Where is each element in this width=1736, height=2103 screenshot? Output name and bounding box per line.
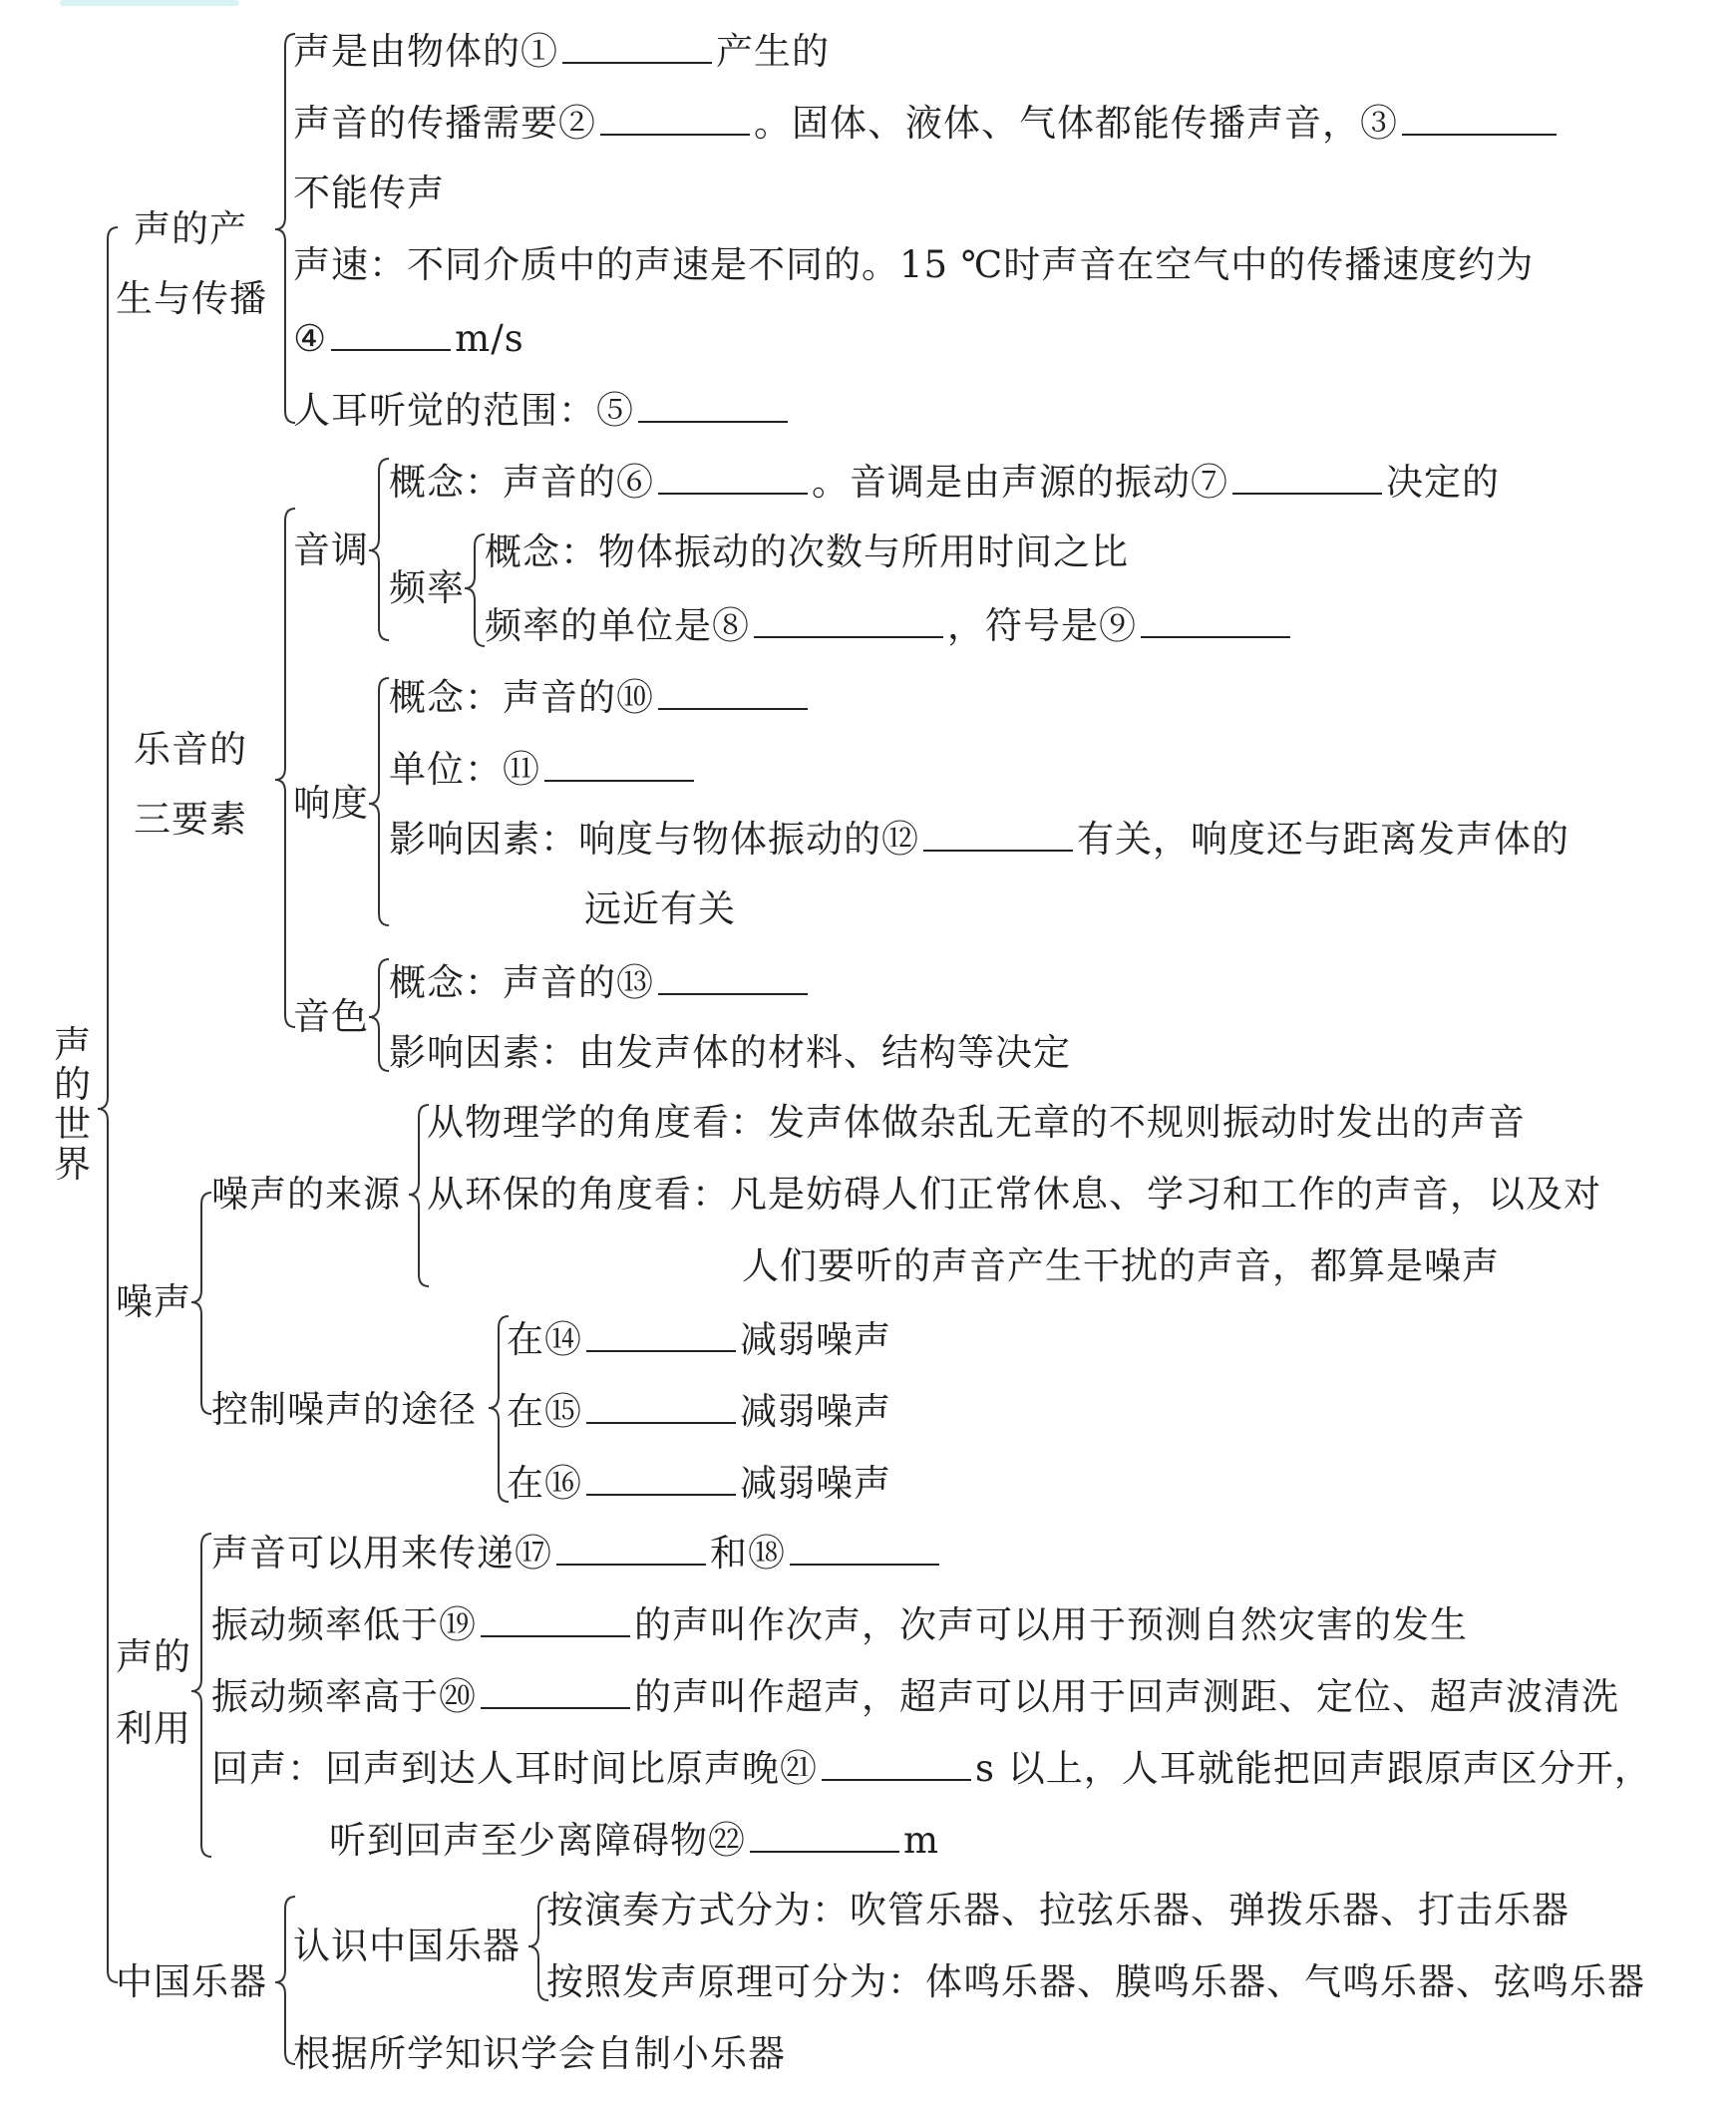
- blank-17: [556, 1530, 706, 1566]
- noise-control-15: 在⑮ 减弱噪声: [507, 1390, 891, 1433]
- elements-title-line1: 乐音的: [134, 728, 247, 771]
- blank-8: [754, 602, 943, 638]
- production-line-5: ④ m/s: [293, 317, 524, 360]
- pitch-label: 音调: [293, 528, 369, 571]
- instruments-line-1: 按演奏方式分为：吹管乐器、拉弦乐器、弹拨乐器、打击乐器: [546, 1889, 1569, 1931]
- instruments-line-3: 根据所学知识学会自制小乐器: [293, 2032, 786, 2075]
- blank-14: [586, 1316, 736, 1352]
- instruments-line-2: 按照发声原理可分为：体鸣乐器、膜鸣乐器、气鸣乐器、弦鸣乐器: [546, 1960, 1645, 2003]
- timbre-label: 音色: [293, 995, 369, 1038]
- uses-line-1: 声音可以用来传递⑰ 和⑱: [211, 1530, 943, 1576]
- uses-brace: [191, 1534, 211, 1857]
- blank-6: [658, 459, 808, 495]
- elements-title-line2: 三要素: [134, 798, 247, 841]
- loudness-brace: [369, 678, 389, 925]
- loudness-concept: 概念：声音的⑩: [389, 674, 812, 720]
- root-brace: [98, 227, 118, 1982]
- uses-title-line1: 声的: [116, 1635, 191, 1678]
- blank-19: [481, 1601, 630, 1637]
- blank-1: [562, 28, 712, 64]
- blank-3: [1402, 100, 1557, 136]
- blank-13: [658, 959, 808, 995]
- elements-brace: [275, 509, 295, 1027]
- blank-9: [1141, 602, 1290, 638]
- blank-12: [923, 816, 1073, 852]
- root-title: 声的世界: [54, 1023, 92, 1186]
- instruments-brace: [275, 1897, 295, 2064]
- loudness-unit: 单位：⑪: [389, 746, 698, 792]
- blank-10: [658, 674, 808, 710]
- production-line-2: 声音的传播需要② 。固体、液体、气体都能传播声音，③: [293, 100, 1561, 146]
- uses-line-4: 回声：回声到达人耳时间比原声晚㉑ s 以上，人耳就能把回声跟原声区分开，: [211, 1747, 1652, 1790]
- loudness-factor-cont: 远近有关: [584, 887, 736, 930]
- know-instruments-brace: [528, 1897, 548, 2000]
- loudness-label: 响度: [293, 782, 369, 825]
- blank-20: [481, 1673, 630, 1709]
- timbre-factor: 影响因素：由发声体的材料、结构等决定: [389, 1031, 1071, 1074]
- control-brace: [489, 1316, 509, 1502]
- noise-source-label: 噪声的来源: [211, 1173, 401, 1216]
- production-line-6: 人耳听觉的范围：⑤: [293, 387, 792, 433]
- blank-5: [638, 387, 788, 423]
- blank-15: [586, 1388, 736, 1424]
- noise-control-14: 在⑭ 减弱噪声: [507, 1318, 891, 1361]
- noise-source-physics: 从物理学的角度看：发声体做杂乱无章的不规则振动时发出的声音: [427, 1101, 1526, 1144]
- blank-16: [586, 1460, 736, 1496]
- frequency-brace: [465, 534, 485, 646]
- production-line-3: 不能传声: [293, 172, 445, 214]
- production-line-1: 声是由物体的① 产生的: [293, 30, 830, 73]
- uses-line-5: 听到回声至少离障碍物㉒ m: [329, 1819, 940, 1862]
- instruments-know-label: 认识中国乐器: [293, 1925, 521, 1967]
- production-title-line2: 生与传播: [116, 277, 267, 320]
- production-line-4: 声速：不同介质中的声速是不同的。15 ℃时声音在空气中的传播速度约为: [293, 243, 1535, 286]
- instruments-title: 中国乐器: [116, 1960, 267, 2003]
- uses-line-2: 振动频率低于⑲ 的声叫作次声，次声可以用于预测自然灾害的发生: [211, 1603, 1468, 1646]
- noise-source-brace: [409, 1105, 429, 1286]
- blank-18: [790, 1530, 939, 1566]
- blank-7: [1232, 459, 1382, 495]
- loudness-factor: 影响因素：响度与物体振动的⑫ 有关，响度还与距离发声体的: [389, 818, 1569, 861]
- blank-11: [544, 746, 694, 782]
- noise-brace: [191, 1193, 211, 1414]
- noise-title: 噪声: [116, 1280, 191, 1323]
- noise-source-env-cont: 人们要听的声音产生干扰的声音，都算是噪声: [742, 1244, 1500, 1287]
- frequency-label: 频率: [389, 566, 465, 609]
- noise-control-16: 在⑯ 减弱噪声: [507, 1462, 891, 1505]
- noise-control-label: 控制噪声的途径: [211, 1388, 477, 1431]
- blank-2: [600, 100, 750, 136]
- frequency-concept: 概念：物体振动的次数与所用时间之比: [485, 530, 1129, 573]
- noise-source-env: 从环保的角度看：凡是妨碍人们正常休息、学习和工作的声音，以及对: [427, 1173, 1601, 1216]
- uses-title-line2: 利用: [116, 1707, 191, 1750]
- production-brace: [275, 34, 295, 423]
- pitch-concept: 概念：声音的⑥ 。音调是由声源的振动⑦ 决定的: [389, 461, 1500, 504]
- timbre-concept: 概念：声音的⑬: [389, 959, 812, 1005]
- production-title-line1: 声的产: [134, 207, 247, 250]
- timbre-brace: [369, 959, 389, 1071]
- pitch-brace: [369, 459, 389, 640]
- blank-4: [331, 315, 451, 351]
- uses-line-3: 振动频率高于⑳ 的声叫作超声，超声可以用于回声测距、定位、超声波清洗: [211, 1675, 1619, 1718]
- frequency-unit: 频率的单位是⑧ ，符号是⑨: [485, 602, 1294, 648]
- blank-22: [750, 1817, 899, 1853]
- blank-21: [822, 1745, 971, 1781]
